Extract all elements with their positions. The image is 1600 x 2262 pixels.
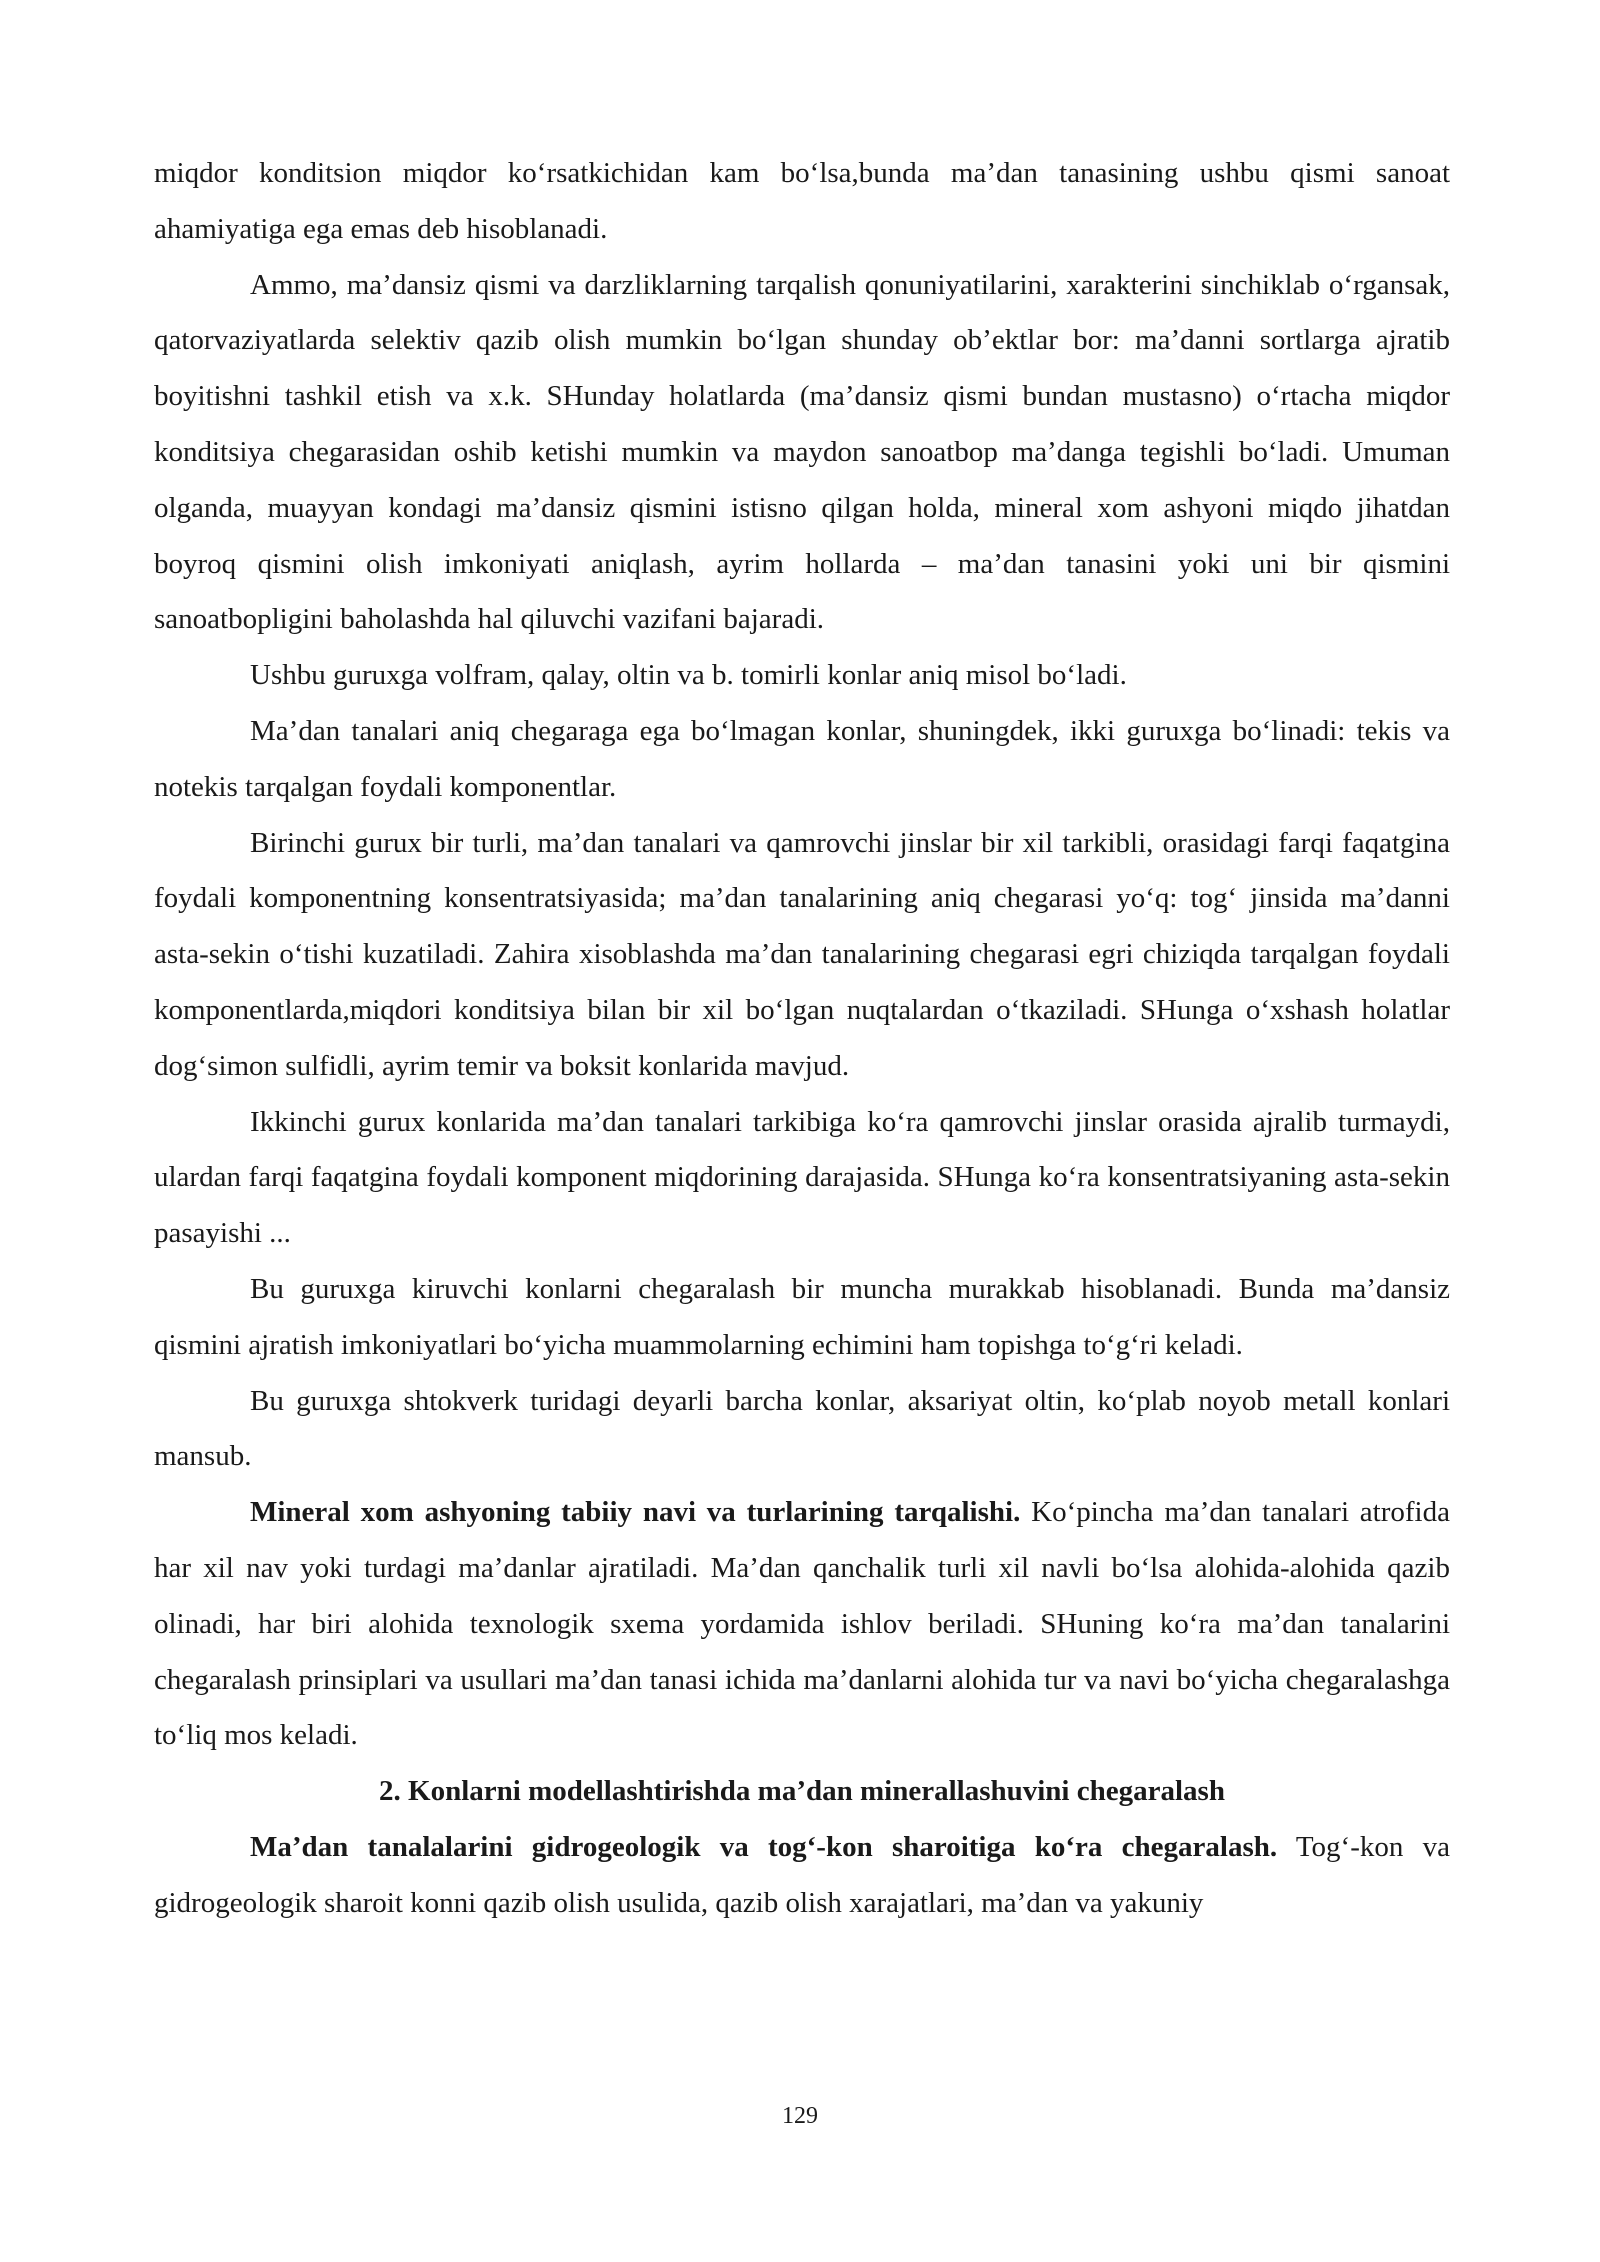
paragraph-natural-grades	[154, 1485, 1450, 1764]
paragraph-vein-deposits-example: Ushbu guruxga volfram, qalay, oltin va b. tomirli konlar aniq misol bo‘ladi.	[250, 659, 1127, 692]
paragraph-ore-free-parts: Ammo, ma’dansiz qismi va darzliklarning tarqalish qonuniyatilarini, xarakterini sinchiklab o‘rgansak, qatorvaziyatlarda selektiv qazib olish mumkin bo‘lgan shunday ob’ektlar bor: ma’danni sortlarga ajratib boyitishni tashkil etish va x.k. SHunday holatlarda (ma’dansiz qismi bundan mustasno) o‘rtacha miqdor konditsiya chegarasidan oshib ketishi mumkin va maydon sanoatbop ma’danga tegishli bo‘ladi. Umuman olganda, muayyan kondagi ma’dansiz qismini istisno qilgan holda, mineral xom ashyoni miqdo jihatdan boyroq qismini olish imkoniyati aniqlash, ayrim hollarda – ma’dan tanasini yoki uni bir qismini sanoatbopligini baholashda hal qiluvchi vazifani bajaradi.	[154, 268, 1450, 636]
paragraph-body: Ko‘pincha ma’dan tanalari atrofida har xil nav yoki turdagi ma’danlar ajratiladi. Ma’dan qanchalik turli xil navli bo‘lsa alohida-alohida qazib olinadi, har biri alohida texnologik sxema yordamida ishlov beriladi. SHuning ko‘ra ma’dan tanalarini chegaralash prinsiplari va usullari ma’dan tanasi ichida ma’danlarni alohida tur va navi bo‘yicha chegaralashga to‘liq mos keladi.	[154, 1496, 1450, 1752]
paragraph-hydrogeological	[154, 1820, 1450, 1932]
paragraph-body: Tog‘-kon va gidrogeologik sharoit konni qazib olish usulida, qazib olish xarajatlari, ma’dan va yakuniy	[154, 1830, 1450, 1919]
section-heading: 2. Konlarni modellashtirishda ma’dan minerallashuvini chegaralash	[379, 1775, 1225, 1808]
paragraph-complex-delineation: Bu guruxga kiruvchi konlarni chegaralash bir muncha murakkab hisoblanadi. Bunda ma’dansiz qismini ajratish imkoniyatlari bo‘yicha muammolarning echimini ham topishga to‘g‘ri keladi.	[154, 1272, 1450, 1361]
paragraph-first-group: Birinchi gurux bir turli, ma’dan tanalari va qamrovchi jinslar bir xil tarkibli, orasidagi farqi faqatgina foydali komponentning konsentratsiyasida; ma’dan tanalarining aniq chegarasi yo‘q: tog‘ jinsida ma’danni asta-sekin o‘tishi kuzatiladi. Zahira xisoblashda ma’dan tanalarining chegarasi egri chiziqda tarqalgan foydali komponentlarda,miqdori konditsiya bilan bir xil bo‘lgan nuqtalardan o‘tkaziladi. SHunga o‘xshash holatlar dog‘simon sulfidli, ayrim temir va boksit konlarida mavjud.	[154, 826, 1450, 1082]
document-page	[154, 146, 1450, 1932]
paragraph-lead-in-bold: Mineral xom ashyoning tabiiy navi va turlarining tarqalishi.	[250, 1496, 1021, 1529]
paragraph-stockwork-deposits: Bu guruxga shtokverk turidagi deyarli barcha konlar, aksariyat oltin, ko‘plab noyob metall konlari mansub.	[154, 1384, 1450, 1473]
paragraph-lead-in-bold: Ma’dan tanalalarini gidrogeologik va tog‘-kon sharoitiga ko‘ra chegaralash.	[250, 1830, 1278, 1863]
paragraph-second-group: Ikkinchi gurux konlarida ma’dan tanalari tarkibiga ko‘ra qamrovchi jinslar orasida ajralib turmaydi, ulardan farqi faqatgina foydali komponent miqdorining darajasida. SHunga ko‘ra konsentratsiyaning asta-sekin pasayishi ...	[154, 1105, 1450, 1250]
paragraph-continuation: miqdor konditsion miqdor ko‘rsatkichidan kam bo‘lsa,bunda ma’dan tanasining ushbu qismi sanoat ahamiyatiga ega emas deb hisoblanadi.	[154, 157, 1450, 245]
paragraph-no-boundary-deposits: Ma’dan tanalari aniq chegaraga ega bo‘lmagan konlar, shuningdek, ikki guruxga bo‘linadi: tekis va notekis tarqalgan foydali komponentlar.	[154, 714, 1450, 803]
page-number: 129	[782, 2103, 818, 2129]
